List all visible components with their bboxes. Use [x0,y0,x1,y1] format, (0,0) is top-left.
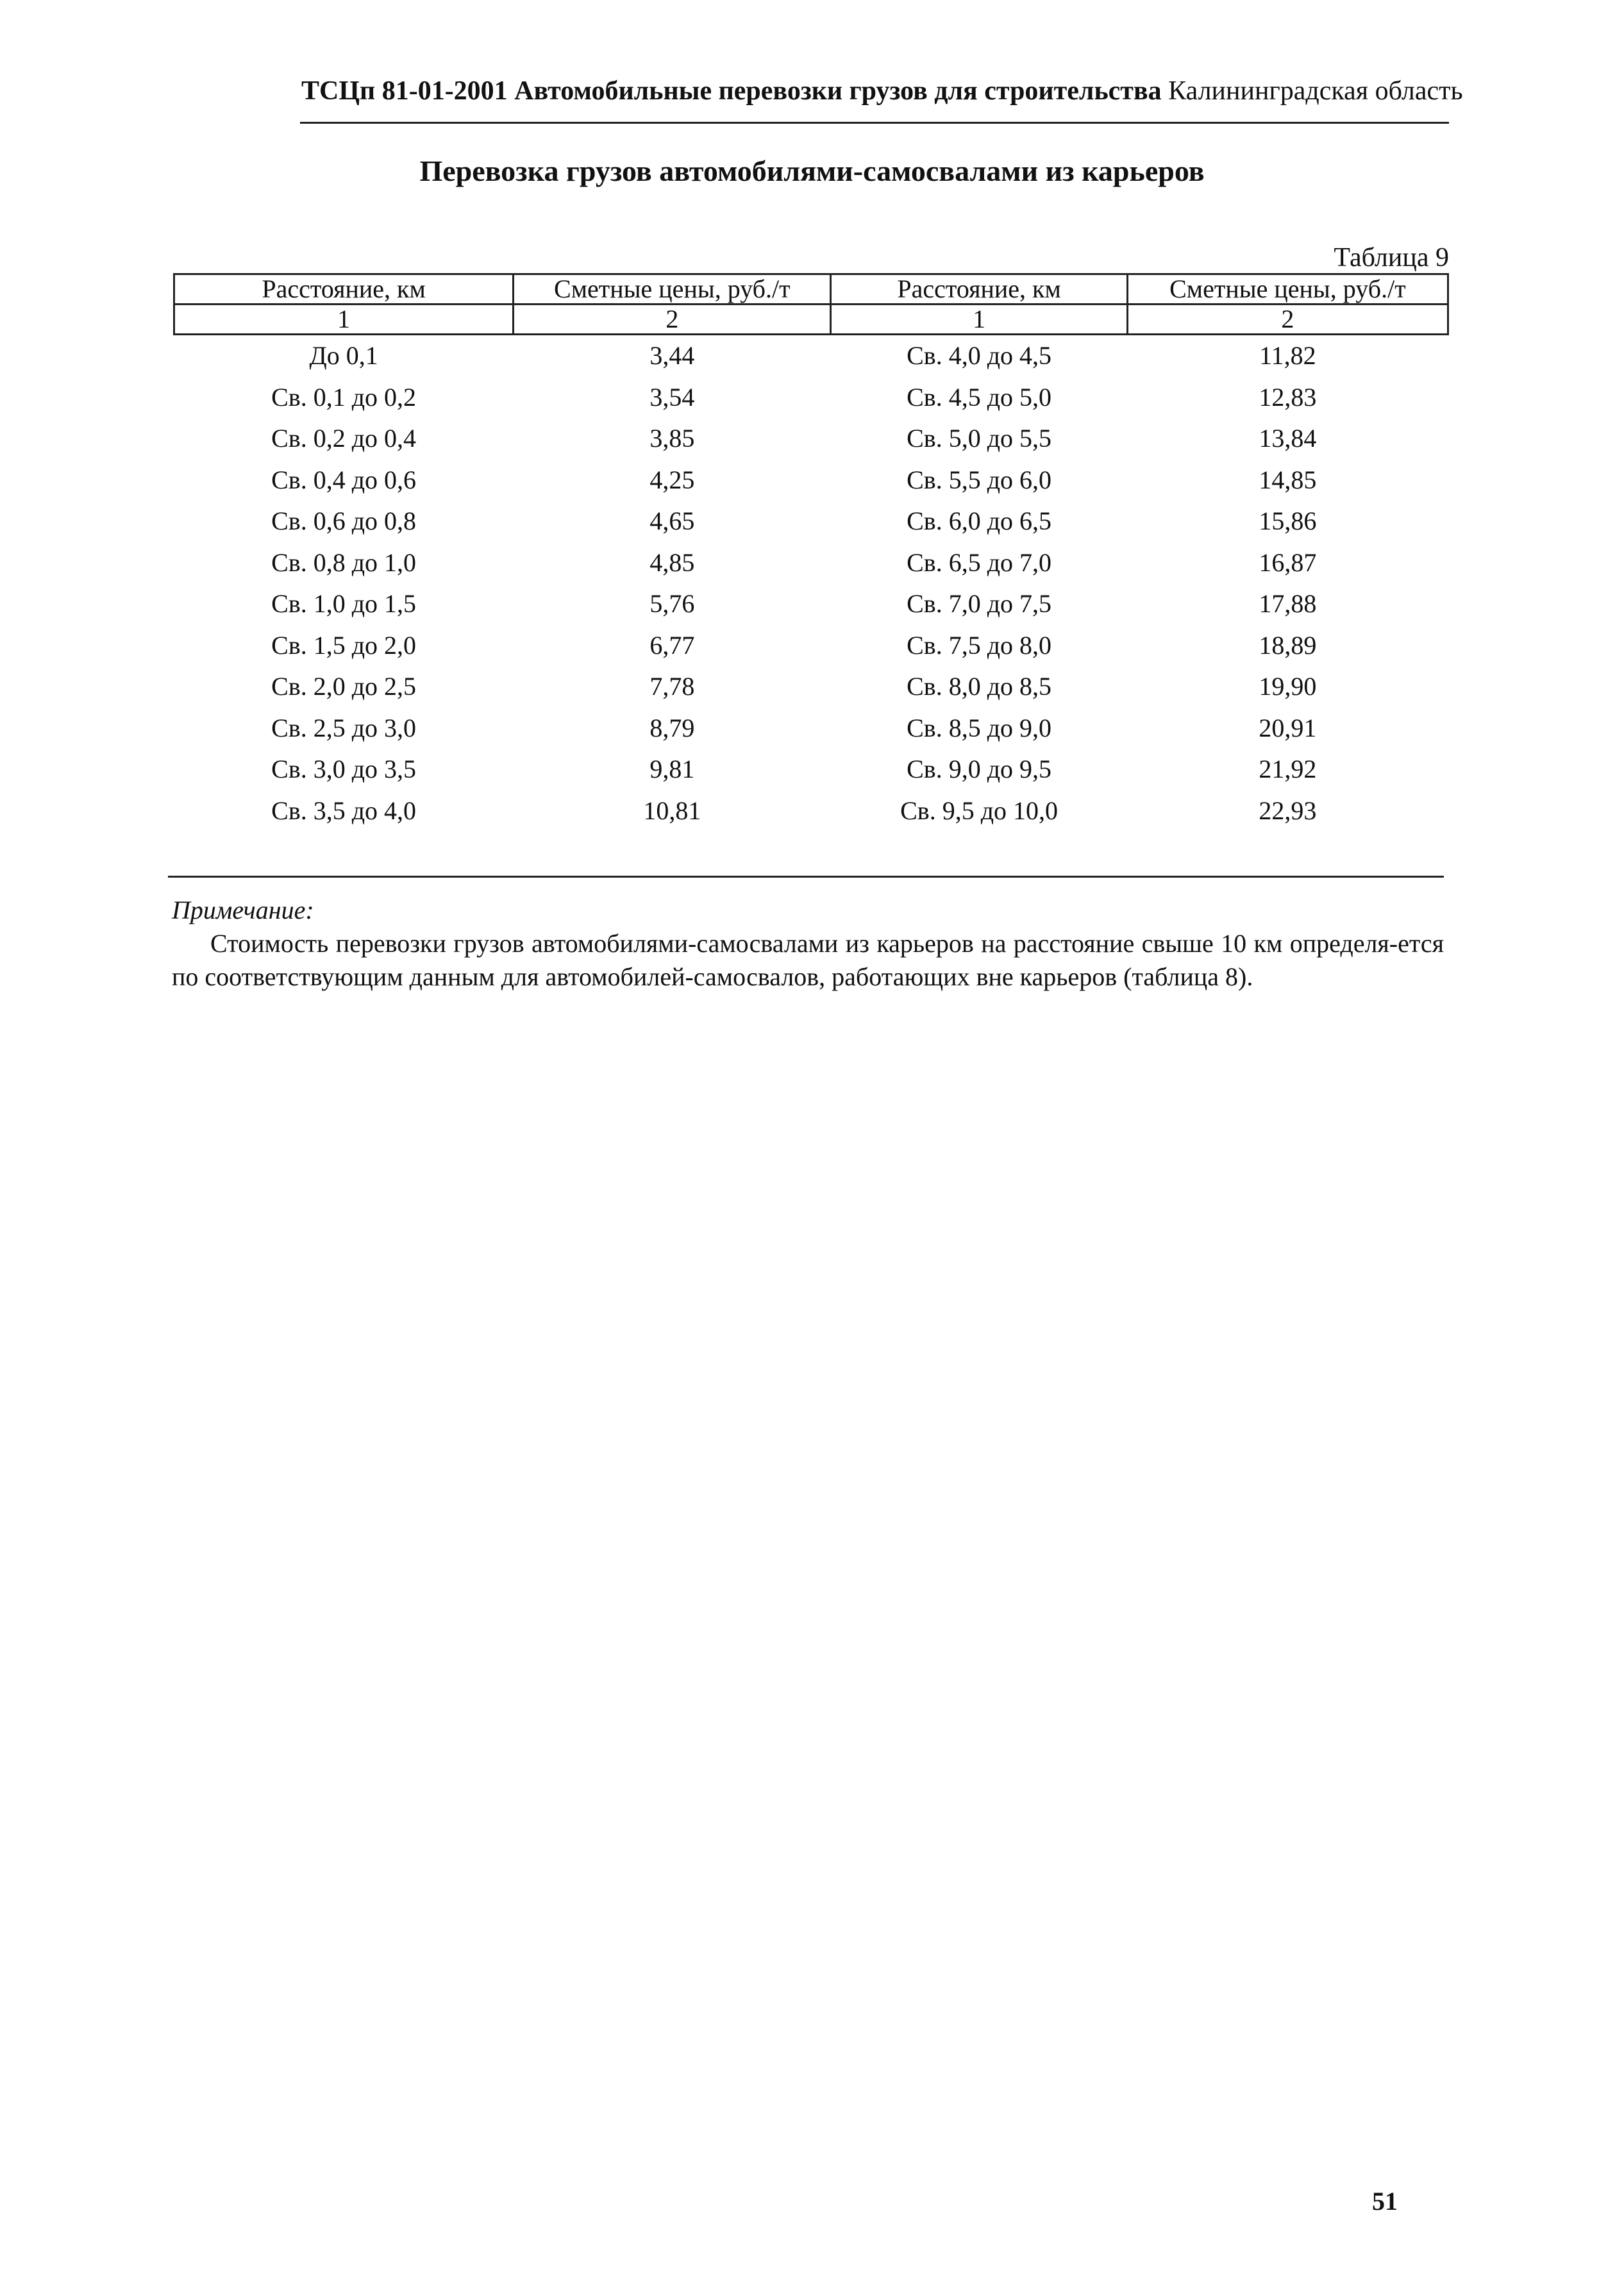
table-header-row [174,274,1448,305]
distance-cell: До 0,1 [309,341,378,370]
distance-cell: Св. 1,5 до 2,0 [271,630,417,660]
price-cell: 18,89 [1259,630,1317,660]
price-cell: 3,44 [649,341,695,370]
price-cell: 9,81 [649,755,695,783]
distance-cell: Св. 0,4 до 0,6 [271,465,417,494]
distance-cell: Св. 1,0 до 1,5 [271,589,417,618]
price-cell: 6,77 [649,630,695,660]
header-price-1: Сметные цены, руб./т [514,274,831,305]
price-cell: 13,84 [1259,424,1317,453]
table-row [174,418,1448,460]
distance-cell: Св. 0,8 до 1,0 [271,547,417,577]
table-row [174,460,1448,501]
table-row [174,790,1448,832]
column-number: 1 [174,305,514,335]
header-document-title: ТСЦп 81-01-2001 Автомобильные перевозки грузов для строительства [301,76,1162,106]
distance-cell: Св. 6,5 до 7,0 [907,547,1052,577]
price-cell: 14,85 [1259,465,1317,494]
distance-cell: Св. 2,0 до 2,5 [271,672,417,701]
header-price-2: Сметные цены, руб./т [1127,274,1448,305]
column-number: 1 [831,305,1127,335]
table-row [174,625,1448,667]
price-cell: 5,76 [649,589,695,618]
column-number: 2 [514,305,831,335]
price-cell: 17,88 [1259,589,1317,618]
price-cell: 16,87 [1259,547,1317,577]
distance-cell: Св. 9,5 до 10,0 [900,796,1059,825]
table-row [174,708,1448,749]
table-row [174,501,1448,542]
distance-cell: Св. 3,0 до 3,5 [271,755,417,783]
price-cell: 15,86 [1259,506,1317,535]
header-distance-1: Расстояние, км [174,274,514,305]
header-divider [300,122,1449,124]
price-cell: 21,92 [1259,755,1317,783]
distance-cell: Св. 0,2 до 0,4 [271,424,417,453]
distance-cell: Св. 7,0 до 7,5 [907,589,1052,618]
price-cell: 12,83 [1259,382,1317,412]
price-cell: 20,91 [1259,713,1317,742]
distance-cell: Св. 5,0 до 5,5 [907,424,1052,453]
distance-cell: Св. 3,5 до 4,0 [271,796,417,825]
price-cell: 4,25 [649,465,695,494]
table-row [174,583,1448,625]
distance-cell: Св. 8,5 до 9,0 [907,713,1052,742]
table-bottom-divider [168,876,1444,878]
header-region: Калининградская область [1168,76,1463,106]
distance-cell: Св. 2,5 до 3,0 [271,713,417,742]
price-cell: 4,65 [649,506,695,535]
table-row [174,666,1448,708]
distance-cell: Св. 0,6 до 0,8 [271,506,417,535]
price-cell: 11,82 [1259,341,1316,370]
distance-cell: Св. 6,0 до 6,5 [907,506,1052,535]
table-row [174,377,1448,419]
column-number: 2 [1127,305,1448,335]
price-cell: 7,78 [649,672,695,701]
price-cell: 22,93 [1259,796,1317,825]
table-label: Таблица 9 [1334,243,1449,272]
page-title: Перевозка грузов автомобилями-самосвалами из карьеров [419,155,1205,187]
distance-cell: Св. 4,0 до 4,5 [907,341,1052,370]
price-cell: 3,54 [649,382,695,412]
distance-cell: Св. 0,1 до 0,2 [271,382,417,412]
note-text: Стоимость перевозки грузов автомобилями-самосвалами из карьеров на расстояние свыше 10 км определя-ется по соответствующим данным для автомобилей-самосвалов, работающих вне карьеров (таблица 8). [172,929,1444,991]
table-row [174,749,1448,790]
distance-cell: Св. 5,5 до 6,0 [907,465,1052,494]
table-row [174,335,1448,377]
distance-cell: Св. 4,5 до 5,0 [907,382,1052,412]
running-header [301,76,1463,106]
distance-cell: Св. 9,0 до 9,5 [907,755,1052,783]
price-cell: 3,85 [649,424,695,453]
distance-cell: Св. 7,5 до 8,0 [907,630,1052,660]
page-number: 51 [1372,2187,1398,2216]
price-cell: 10,81 [643,796,701,825]
note-label: Примечание: [172,896,314,924]
distance-cell: Св. 8,0 до 8,5 [907,672,1052,701]
table-row [174,542,1448,584]
price-cell: 8,79 [649,713,695,742]
price-table [173,273,1449,831]
table-column-number-row [174,305,1448,335]
price-cell: 4,85 [649,547,695,577]
header-distance-2: Расстояние, км [831,274,1127,305]
price-cell: 19,90 [1259,672,1317,701]
